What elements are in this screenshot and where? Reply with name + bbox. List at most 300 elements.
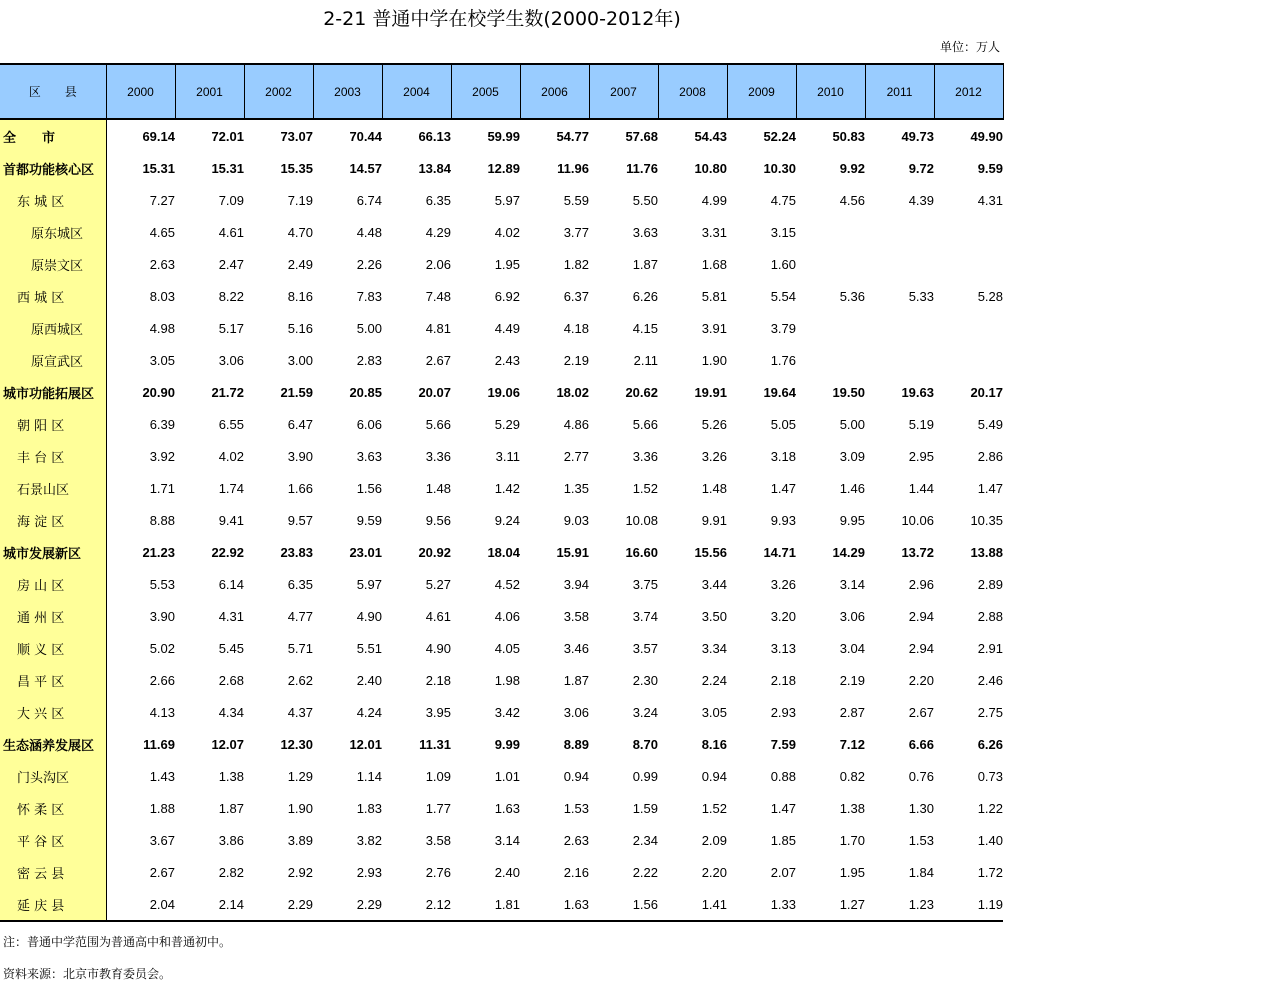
value-cell: 6.06 (356, 416, 382, 432)
value-cell: 23.83 (280, 544, 313, 560)
table-row (0, 696, 1003, 728)
value-cell: 20.92 (418, 544, 451, 560)
value-cell: 1.66 (287, 480, 313, 496)
value-cell: 1.90 (701, 352, 727, 368)
value-cell: 4.56 (839, 192, 865, 208)
value-cell: 20.85 (349, 384, 382, 400)
region-name-cell: 首都功能核心区 (0, 152, 106, 184)
source-note: 资料来源：北京市教育委员会。 (3, 967, 172, 981)
value-cell: 9.72 (908, 160, 934, 176)
table-row (0, 408, 1003, 440)
table-row (0, 536, 1003, 568)
value-cell: 2.19 (839, 672, 865, 688)
value-cell: 5.50 (632, 192, 658, 208)
value-cell: 8.16 (701, 736, 727, 752)
value-cell: 2.18 (425, 672, 451, 688)
header-year: 2000 (106, 64, 175, 119)
value-cell: 18.04 (487, 544, 520, 560)
value-cell: 15.91 (556, 544, 589, 560)
value-cell: 5.45 (218, 640, 244, 656)
value-cell: 19.06 (487, 384, 520, 400)
value-cell: 2.94 (908, 608, 934, 624)
value-cell: 1.56 (589, 888, 658, 921)
value-cell: 21.23 (142, 544, 175, 560)
value-cell: 59.99 (487, 128, 520, 144)
value-cell: 20.17 (970, 384, 1003, 400)
value-cell: 5.51 (356, 640, 382, 656)
value-cell: 1.46 (839, 480, 865, 496)
value-cell: 5.05 (770, 416, 796, 432)
value-cell: 4.52 (494, 576, 520, 592)
value-cell: 2.16 (563, 864, 589, 880)
value-cell: 54.43 (694, 128, 727, 144)
value-cell: 2.67 (425, 352, 451, 368)
value-cell: 2.82 (218, 864, 244, 880)
value-cell: 2.26 (356, 256, 382, 272)
value-cell: 57.68 (625, 128, 658, 144)
value-cell: 3.90 (149, 608, 175, 624)
value-cell: 1.87 (218, 800, 244, 816)
value-cell: 4.18 (563, 320, 589, 336)
unit-label: 单位：万人 (939, 40, 1000, 54)
region-name-cell: 原宣武区 (0, 344, 106, 376)
value-cell: 2.77 (563, 448, 589, 464)
value-cell: 4.06 (494, 608, 520, 624)
value-cell: 1.53 (908, 832, 934, 848)
value-cell: 2.22 (632, 864, 658, 880)
value-cell: 1.72 (977, 864, 1003, 880)
table-row (0, 728, 1003, 760)
value-cell: 3.06 (563, 704, 589, 720)
value-cell: 2.30 (632, 672, 658, 688)
value-cell: 2.20 (701, 864, 727, 880)
value-cell: 1.87 (563, 672, 589, 688)
value-cell: 3.24 (632, 704, 658, 720)
value-cell: 12.01 (349, 736, 382, 752)
value-cell: 3.06 (839, 608, 865, 624)
value-cell: 5.53 (149, 576, 175, 592)
value-cell: 1.74 (218, 480, 244, 496)
value-cell: 69.14 (142, 128, 175, 144)
table-row (0, 280, 1003, 312)
table-row (0, 856, 1003, 888)
header-year: 2005 (451, 64, 520, 119)
value-cell: 3.05 (701, 704, 727, 720)
value-cell: 3.34 (701, 640, 727, 656)
region-name-cell: 昌 平 区 (0, 664, 106, 696)
value-cell: 1.27 (796, 888, 865, 921)
header-year: 2006 (520, 64, 589, 119)
value-cell: 7.83 (356, 288, 382, 304)
value-cell: 1.87 (632, 256, 658, 272)
value-cell (934, 216, 1003, 248)
value-cell: 2.67 (908, 704, 934, 720)
value-cell: 1.95 (494, 256, 520, 272)
header-year: 2004 (382, 64, 451, 119)
value-cell: 16.60 (625, 544, 658, 560)
value-cell: 4.61 (218, 224, 244, 240)
value-cell: 3.44 (701, 576, 727, 592)
value-cell: 2.87 (839, 704, 865, 720)
value-cell: 5.49 (977, 416, 1003, 432)
value-cell: 14.57 (349, 160, 382, 176)
value-cell: 2.96 (908, 576, 934, 592)
value-cell: 1.95 (839, 864, 865, 880)
table-body (0, 119, 1003, 921)
header-year: 2002 (244, 64, 313, 119)
value-cell: 3.82 (356, 832, 382, 848)
value-cell (865, 312, 934, 344)
value-cell: 2.67 (149, 864, 175, 880)
value-cell: 3.58 (425, 832, 451, 848)
value-cell: 2.06 (425, 256, 451, 272)
value-cell: 5.19 (908, 416, 934, 432)
value-cell: 5.66 (632, 416, 658, 432)
value-cell: 6.26 (977, 736, 1003, 752)
value-cell: 13.88 (970, 544, 1003, 560)
value-cell: 3.92 (149, 448, 175, 464)
value-cell: 1.53 (563, 800, 589, 816)
value-cell: 4.61 (425, 608, 451, 624)
value-cell: 2.94 (908, 640, 934, 656)
value-cell: 9.93 (770, 512, 796, 528)
value-cell: 3.50 (701, 608, 727, 624)
value-cell: 1.33 (727, 888, 796, 921)
value-cell: 3.14 (494, 832, 520, 848)
value-cell: 3.63 (356, 448, 382, 464)
value-cell: 6.37 (563, 288, 589, 304)
value-cell: 3.75 (632, 576, 658, 592)
value-cell: 19.91 (694, 384, 727, 400)
header-row (0, 64, 1003, 119)
region-name-cell: 平 谷 区 (0, 824, 106, 856)
value-cell: 6.39 (149, 416, 175, 432)
value-cell: 6.74 (356, 192, 382, 208)
value-cell: 19.50 (832, 384, 865, 400)
table-row (0, 504, 1003, 536)
region-name-cell: 延 庆 县 (0, 888, 106, 921)
value-cell: 3.86 (218, 832, 244, 848)
value-cell: 1.38 (218, 768, 244, 784)
table-row (0, 632, 1003, 664)
value-cell: 0.94 (701, 768, 727, 784)
value-cell (796, 248, 865, 280)
table-row (0, 152, 1003, 184)
value-cell: 8.88 (149, 512, 175, 528)
table-row (0, 792, 1003, 824)
value-cell: 11.69 (143, 736, 175, 752)
value-cell: 5.66 (425, 416, 451, 432)
value-cell: 1.23 (865, 888, 934, 921)
value-cell: 1.35 (563, 480, 589, 496)
value-cell: 3.05 (149, 352, 175, 368)
value-cell: 1.44 (908, 480, 934, 496)
value-cell: 72.01 (211, 128, 244, 144)
table-row (0, 472, 1003, 504)
value-cell: 6.26 (632, 288, 658, 304)
value-cell: 7.48 (425, 288, 451, 304)
value-cell: 3.13 (770, 640, 796, 656)
value-cell: 3.67 (149, 832, 175, 848)
region-name-cell: 通 州 区 (0, 600, 106, 632)
value-cell: 2.07 (770, 864, 796, 880)
value-cell: 1.01 (494, 768, 520, 784)
value-cell: 9.57 (287, 512, 313, 528)
table-row (0, 600, 1003, 632)
value-cell: 9.92 (839, 160, 865, 176)
value-cell: 10.35 (970, 512, 1003, 528)
value-cell: 3.79 (770, 320, 796, 336)
value-cell (865, 216, 934, 248)
value-cell: 9.03 (563, 512, 589, 528)
table-row (0, 216, 1003, 248)
value-cell: 5.16 (287, 320, 313, 336)
header-year: 2012 (934, 64, 1003, 119)
value-cell: 2.75 (977, 704, 1003, 720)
value-cell: 7.27 (149, 192, 175, 208)
value-cell: 0.88 (770, 768, 796, 784)
value-cell: 3.20 (770, 608, 796, 624)
value-cell: 2.40 (494, 864, 520, 880)
value-cell: 2.46 (977, 672, 1003, 688)
value-cell: 3.94 (563, 576, 589, 592)
value-cell: 3.31 (701, 224, 727, 240)
table-row (0, 376, 1003, 408)
value-cell: 21.59 (280, 384, 313, 400)
value-cell: 3.95 (425, 704, 451, 720)
value-cell: 9.24 (494, 512, 520, 528)
value-cell: 3.91 (701, 320, 727, 336)
region-name-cell: 门头沟区 (0, 760, 106, 792)
value-cell: 2.93 (356, 864, 382, 880)
value-cell: 4.98 (149, 320, 175, 336)
value-cell: 10.08 (625, 512, 658, 528)
value-cell: 3.57 (632, 640, 658, 656)
value-cell: 3.06 (218, 352, 244, 368)
header-year: 2001 (175, 64, 244, 119)
value-cell (865, 344, 934, 376)
value-cell: 12.30 (280, 736, 313, 752)
region-name-cell: 丰 台 区 (0, 440, 106, 472)
region-name-cell: 生态涵养发展区 (0, 728, 106, 760)
value-cell: 73.07 (280, 128, 313, 144)
region-name-cell: 密 云 县 (0, 856, 106, 888)
value-cell: 5.36 (839, 288, 865, 304)
value-cell: 8.89 (563, 736, 589, 752)
header-year: 2011 (865, 64, 934, 119)
value-cell: 1.68 (701, 256, 727, 272)
value-cell: 3.58 (563, 608, 589, 624)
value-cell: 3.36 (425, 448, 451, 464)
value-cell: 1.29 (287, 768, 313, 784)
value-cell: 20.90 (142, 384, 175, 400)
value-cell: 3.90 (287, 448, 313, 464)
value-cell: 1.09 (425, 768, 451, 784)
value-cell: 3.15 (770, 224, 796, 240)
region-name-cell: 东 城 区 (0, 184, 106, 216)
value-cell (934, 248, 1003, 280)
value-cell: 5.02 (149, 640, 175, 656)
value-cell: 2.89 (977, 576, 1003, 592)
value-cell: 4.15 (632, 320, 658, 336)
value-cell: 14.29 (832, 544, 865, 560)
value-cell: 1.82 (563, 256, 589, 272)
value-cell: 1.90 (287, 800, 313, 816)
value-cell: 4.75 (770, 192, 796, 208)
value-cell: 2.92 (287, 864, 313, 880)
value-cell: 15.56 (694, 544, 727, 560)
value-cell: 5.71 (287, 640, 313, 656)
value-cell: 2.43 (494, 352, 520, 368)
value-cell: 5.33 (908, 288, 934, 304)
value-cell: 1.41 (658, 888, 727, 921)
value-cell: 3.14 (839, 576, 865, 592)
value-cell (865, 248, 934, 280)
value-cell: 49.73 (901, 128, 934, 144)
value-cell: 2.14 (175, 888, 244, 921)
value-cell: 1.22 (977, 800, 1003, 816)
value-cell: 5.17 (218, 320, 244, 336)
value-cell: 8.16 (287, 288, 313, 304)
value-cell: 4.31 (977, 192, 1003, 208)
region-name-cell: 朝 阳 区 (0, 408, 106, 440)
value-cell: 4.37 (287, 704, 313, 720)
value-cell: 1.63 (494, 800, 520, 816)
region-name-cell: 大 兴 区 (0, 696, 106, 728)
value-cell: 8.22 (218, 288, 244, 304)
value-cell: 19.63 (901, 384, 934, 400)
value-cell: 5.00 (839, 416, 865, 432)
value-cell: 5.00 (356, 320, 382, 336)
value-cell: 6.35 (425, 192, 451, 208)
value-cell: 2.29 (244, 888, 313, 921)
value-cell: 1.38 (839, 800, 865, 816)
value-cell: 9.95 (839, 512, 865, 528)
region-name-cell: 原西城区 (0, 312, 106, 344)
region-name-cell: 怀 柔 区 (0, 792, 106, 824)
value-cell: 11.96 (557, 160, 589, 176)
value-cell: 3.36 (632, 448, 658, 464)
value-cell: 6.35 (287, 576, 313, 592)
value-cell: 49.90 (970, 128, 1003, 144)
region-name-cell: 顺 义 区 (0, 632, 106, 664)
value-cell: 22.92 (211, 544, 244, 560)
value-cell: 1.47 (770, 800, 796, 816)
value-cell: 18.02 (556, 384, 589, 400)
value-cell: 5.29 (494, 416, 520, 432)
value-cell: 3.89 (287, 832, 313, 848)
page-title: 2-21 普通中学在校学生数(2000-2012年) (323, 8, 681, 30)
value-cell: 3.00 (287, 352, 313, 368)
value-cell: 5.97 (494, 192, 520, 208)
value-cell: 12.89 (487, 160, 520, 176)
value-cell: 2.95 (908, 448, 934, 464)
value-cell: 9.59 (356, 512, 382, 528)
value-cell: 6.14 (218, 576, 244, 592)
value-cell: 4.48 (356, 224, 382, 240)
region-name-cell: 城市功能拓展区 (0, 376, 106, 408)
value-cell: 2.63 (149, 256, 175, 272)
table-row (0, 664, 1003, 696)
value-cell: 4.02 (494, 224, 520, 240)
value-cell: 0.76 (908, 768, 934, 784)
value-cell: 1.60 (770, 256, 796, 272)
table-row (0, 760, 1003, 792)
value-cell: 5.97 (356, 576, 382, 592)
value-cell (796, 344, 865, 376)
value-cell: 1.77 (425, 800, 451, 816)
value-cell: 6.47 (287, 416, 313, 432)
header-region: 区 县 (0, 64, 106, 119)
value-cell: 1.81 (451, 888, 520, 921)
value-cell: 1.40 (977, 832, 1003, 848)
value-cell: 1.85 (770, 832, 796, 848)
value-cell: 8.03 (149, 288, 175, 304)
value-cell: 70.44 (349, 128, 382, 144)
value-cell: 4.86 (563, 416, 589, 432)
value-cell: 9.91 (701, 512, 727, 528)
value-cell: 2.04 (106, 888, 175, 921)
value-cell: 3.11 (495, 448, 520, 464)
value-cell: 1.19 (934, 888, 1003, 921)
value-cell: 5.59 (563, 192, 589, 208)
value-cell: 2.83 (356, 352, 382, 368)
value-cell: 1.30 (908, 800, 934, 816)
value-cell: 2.18 (770, 672, 796, 688)
value-cell: 3.04 (839, 640, 865, 656)
value-cell: 2.34 (632, 832, 658, 848)
value-cell: 4.29 (425, 224, 451, 240)
value-cell: 4.81 (425, 320, 451, 336)
value-cell: 1.56 (356, 480, 382, 496)
value-cell (796, 216, 865, 248)
table-row (0, 312, 1003, 344)
value-cell: 6.92 (494, 288, 520, 304)
value-cell: 2.88 (977, 608, 1003, 624)
value-cell: 4.77 (287, 608, 313, 624)
value-cell: 2.20 (908, 672, 934, 688)
value-cell: 2.66 (149, 672, 175, 688)
value-cell: 10.80 (694, 160, 727, 176)
value-cell: 9.41 (218, 512, 244, 528)
value-cell: 1.43 (149, 768, 175, 784)
value-cell: 1.88 (149, 800, 175, 816)
table-row (0, 888, 1003, 921)
value-cell: 2.40 (356, 672, 382, 688)
table-row (0, 184, 1003, 216)
table-row (0, 248, 1003, 280)
region-name-cell: 原崇文区 (0, 248, 106, 280)
value-cell: 0.82 (839, 768, 865, 784)
value-cell: 1.83 (356, 800, 382, 816)
region-name-cell: 房 山 区 (0, 568, 106, 600)
value-cell: 3.63 (632, 224, 658, 240)
data-table (0, 63, 1004, 922)
value-cell: 2.12 (382, 888, 451, 921)
value-cell: 1.71 (149, 480, 175, 496)
value-cell: 23.01 (349, 544, 382, 560)
value-cell: 1.76 (770, 352, 796, 368)
value-cell: 4.13 (149, 704, 175, 720)
value-cell: 8.70 (632, 736, 658, 752)
value-cell: 9.59 (977, 160, 1003, 176)
table-row (0, 568, 1003, 600)
value-cell: 1.47 (977, 480, 1003, 496)
value-cell: 3.46 (563, 640, 589, 656)
value-cell: 4.39 (908, 192, 934, 208)
value-cell: 2.91 (977, 640, 1003, 656)
value-cell: 7.12 (839, 736, 865, 752)
